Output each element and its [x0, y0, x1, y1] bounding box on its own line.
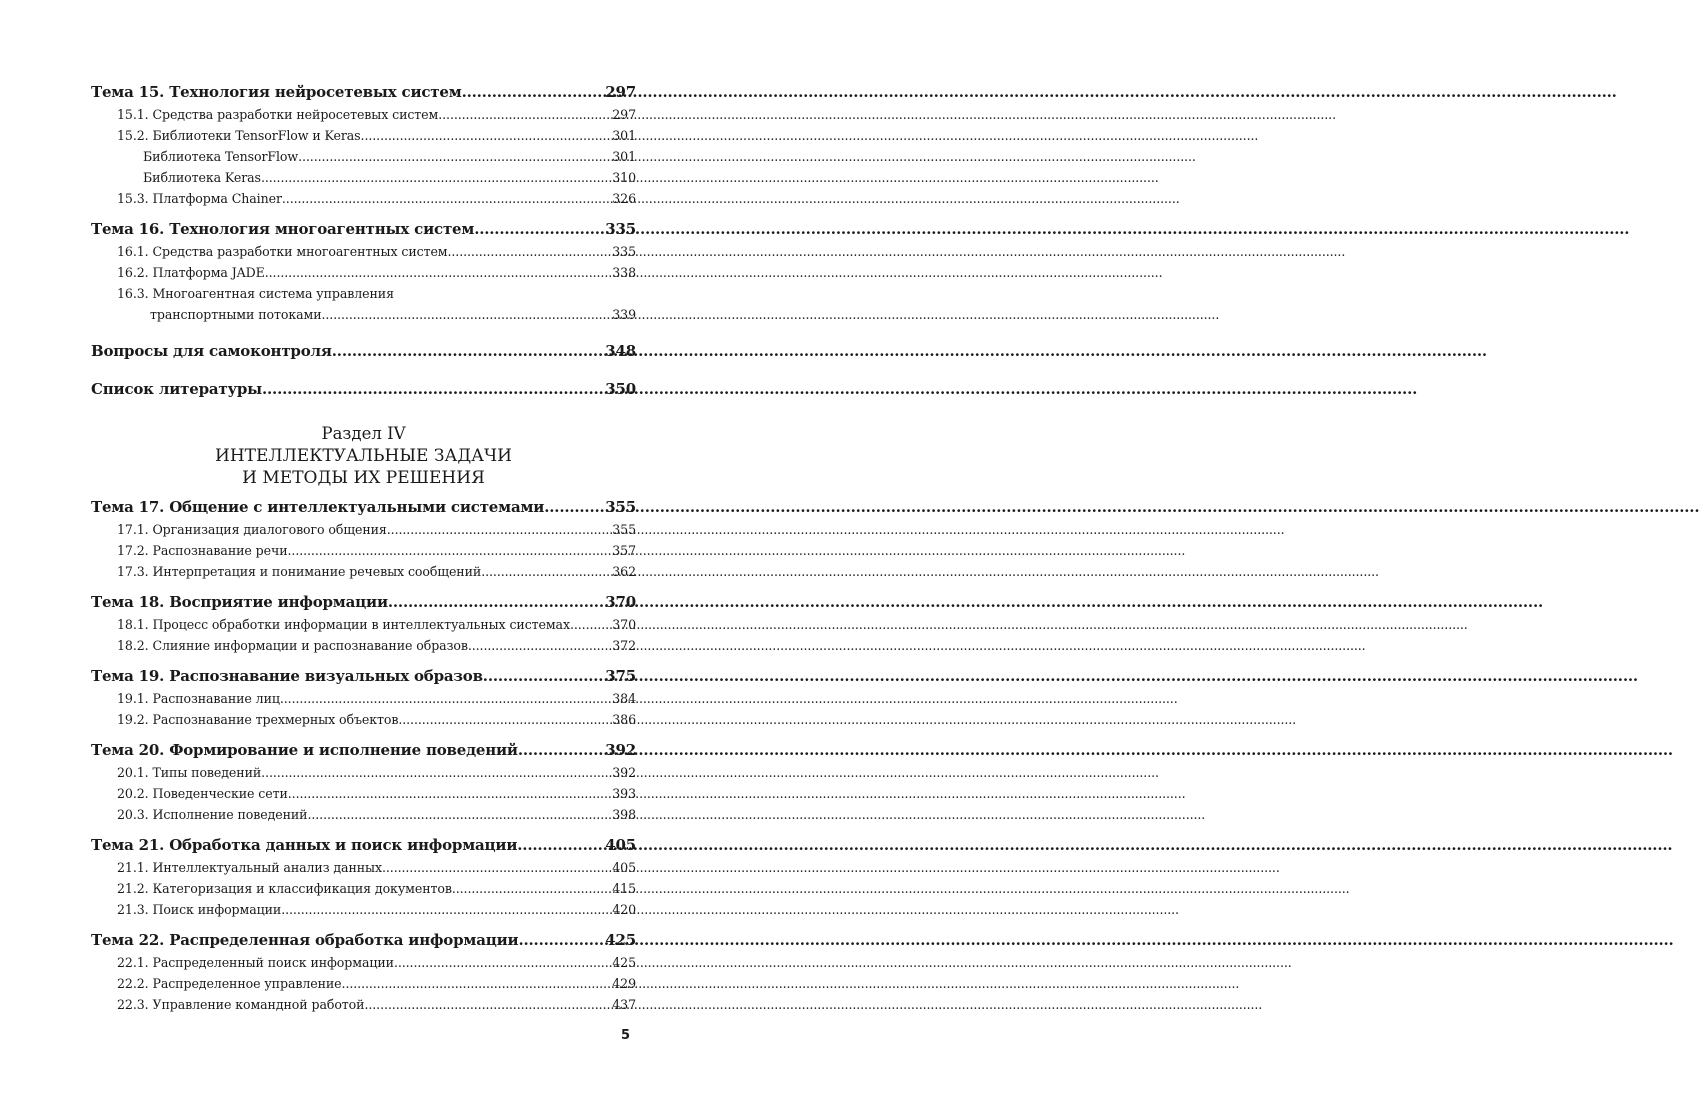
toc-entry-page: 357 — [612, 543, 636, 558]
toc-subsection-entry[interactable] — [91, 878, 636, 899]
section-number: Раздел IV — [321, 424, 406, 443]
dot-leader — [282, 188, 610, 209]
toc-topic-entry[interactable] — [91, 833, 636, 857]
toc-entry-title: 19.2. Распознавание трехмерных объектов — [117, 712, 399, 727]
toc-topic-entry[interactable] — [91, 928, 636, 952]
toc-entry-title: Библиотека TensorFlow — [143, 149, 299, 164]
toc-entry-title: 19.1. Распознавание лиц — [117, 691, 280, 706]
toc-entry-page: 301 — [612, 128, 636, 143]
toc-entry-page: 362 — [612, 564, 636, 579]
toc-entry-title: 21.1. Интеллектуальный анализ данных — [117, 860, 382, 875]
toc-entry-page: 392 — [612, 765, 636, 780]
toc-entry-page: 335 — [612, 244, 636, 259]
toc-entry-title: 15.3. Платформа Chainer — [117, 191, 282, 206]
toc-entry-title: Тема 22. Распределенная обработка информации — [91, 931, 519, 949]
toc-entry-title: 22.1. Распределенный поиск информации — [117, 955, 394, 970]
toc-entry-page: 355 — [605, 498, 636, 516]
toc-entry-page: 393 — [612, 786, 636, 801]
toc-entry-page: 384 — [612, 691, 636, 706]
dot-leader — [452, 878, 610, 899]
toc-entry-page: 338 — [612, 265, 636, 280]
toc-entry-title: Тема 17. Общение с интеллектуальными системами — [91, 498, 545, 516]
toc-entry-title: 20.2. Поведенческие сети — [117, 786, 288, 801]
toc-entry-title: 16.3. Многоагентная система управления — [117, 286, 394, 301]
toc-entry-title: транспортными потоками — [150, 307, 322, 322]
dot-leader — [307, 804, 610, 825]
dot-leader — [518, 738, 603, 762]
toc-entry-title: 16.1. Средства разработки многоагентных систем — [117, 244, 448, 259]
section-heading — [91, 423, 636, 489]
toc-subsection-entry[interactable] — [91, 125, 636, 146]
toc-subsection-entry[interactable] — [91, 283, 636, 304]
toc-subsection-entry[interactable] — [91, 635, 636, 656]
dot-leader — [332, 339, 604, 363]
toc-subsection-entry[interactable] — [91, 540, 636, 561]
toc-entry-page: 297 — [605, 83, 636, 101]
toc-subsection-entry[interactable] — [91, 899, 636, 920]
toc-topic-entry[interactable] — [91, 217, 636, 241]
toc-entry-title: 18.2. Слияние информации и распознавание образов — [117, 638, 468, 653]
section-title-line-1: ИНТЕЛЛЕКТУАЛЬНЫЕ ЗАДАЧИ — [215, 446, 512, 466]
dot-leader — [387, 519, 610, 540]
dot-leader — [518, 928, 603, 952]
toc-entry-title: Тема 21. Обработка данных и поиск информации — [91, 836, 518, 854]
toc-entry-page: 310 — [612, 170, 636, 185]
toc-subsection-entry[interactable] — [91, 994, 636, 1015]
toc-entry-page: 437 — [612, 997, 636, 1012]
toc-entry-title: 22.3. Управление командной работой — [117, 997, 365, 1012]
toc-subsection-entry[interactable] — [91, 104, 636, 125]
toc-subsection-entry[interactable] — [91, 952, 636, 973]
toc-entry-title: Библиотека Keras — [143, 170, 261, 185]
toc-entry-page: 372 — [612, 638, 636, 653]
dot-leader — [298, 146, 610, 167]
page-number: 5 — [621, 1028, 631, 1043]
toc-entry-page: 420 — [612, 902, 636, 917]
toc-entry-page: 326 — [612, 191, 636, 206]
toc-entry-page: 339 — [612, 307, 636, 322]
toc-entry-title: 17.1. Организация диалогового общения — [117, 522, 387, 537]
toc-page — [0, 0, 726, 1115]
dot-leader — [342, 973, 611, 994]
toc-entry-page: 392 — [605, 741, 636, 759]
dot-leader — [570, 614, 610, 635]
toc-entry-page: 425 — [605, 931, 636, 949]
toc-entry-page: 429 — [612, 976, 636, 991]
dot-leader — [483, 664, 603, 688]
dot-leader — [364, 994, 610, 1015]
toc-entry-page: 297 — [612, 107, 636, 122]
dot-leader — [262, 377, 603, 401]
toc-topic-entry[interactable] — [91, 80, 636, 104]
toc-topic-entry[interactable] — [91, 738, 636, 762]
toc-entry-title: 21.3. Поиск информации — [117, 902, 282, 917]
toc-subsection-entry[interactable] — [91, 561, 636, 582]
dot-leader — [438, 104, 610, 125]
toc-entry-page: 405 — [612, 860, 636, 875]
toc-subsection-entry[interactable] — [91, 614, 636, 635]
toc-entry-page: 398 — [612, 807, 636, 822]
toc-entry-page: 415 — [612, 881, 636, 896]
dot-leader — [544, 495, 603, 519]
dot-leader — [280, 688, 610, 709]
toc-entry-title: 15.2. Библиотеки TensorFlow и Keras — [117, 128, 361, 143]
toc-entry-page: 348 — [605, 342, 636, 360]
toc-subsection-entry[interactable] — [91, 262, 636, 283]
toc-subsection-entry[interactable] — [91, 188, 636, 209]
toc-entry-title: 18.1. Процесс обработки информации в интеллектуальных системах — [117, 617, 570, 632]
dot-leader — [361, 125, 611, 146]
toc-entry-title: 16.2. Платформа JADE — [117, 265, 265, 280]
toc-entry-title: 17.3. Интерпретация и понимание речевых сообщений — [117, 564, 482, 579]
toc-entry-page: 425 — [612, 955, 636, 970]
dot-leader — [462, 80, 604, 104]
dot-leader — [388, 590, 603, 614]
toc-subsection-entry[interactable] — [91, 519, 636, 540]
toc-subsection-entry[interactable] — [91, 857, 636, 878]
dot-leader — [448, 241, 611, 262]
toc-entry-page: 301 — [612, 149, 636, 164]
toc-topic-entry[interactable] — [91, 590, 636, 614]
toc-topic-entry[interactable] — [91, 495, 636, 519]
toc-subsection-entry[interactable] — [91, 804, 636, 825]
dot-leader — [517, 833, 603, 857]
dot-leader — [382, 857, 610, 878]
dot-leader — [474, 217, 603, 241]
dot-leader — [468, 635, 610, 656]
toc-subsubsection-entry[interactable] — [91, 167, 636, 188]
dot-leader — [481, 561, 610, 582]
toc-entry-title: 15.1. Средства разработки нейросетевых систем — [117, 107, 439, 122]
toc-subsection-entry[interactable] — [91, 304, 636, 325]
toc-entry-page: 370 — [605, 593, 636, 611]
dot-leader — [288, 540, 611, 561]
toc-subsection-entry[interactable] — [91, 783, 636, 804]
toc-subsection-entry[interactable] — [91, 688, 636, 709]
toc-entry-page: 350 — [605, 380, 636, 398]
toc-entry-page: 355 — [612, 522, 636, 537]
toc-part-2 — [91, 495, 636, 1015]
toc-subsubsection-entry[interactable] — [91, 146, 636, 167]
toc-subsection-entry[interactable] — [91, 762, 636, 783]
toc-topic-entry[interactable] — [91, 664, 636, 688]
toc-entry-title: Список литературы — [91, 380, 263, 398]
dot-leader — [288, 783, 610, 804]
toc-entry-title: 20.1. Типы поведений — [117, 765, 262, 780]
toc-entry-page: 405 — [605, 836, 636, 854]
dot-leader — [322, 304, 611, 325]
toc-entry-title: 21.2. Категоризация и классификация документов — [117, 881, 452, 896]
toc-entry-page: 370 — [612, 617, 636, 632]
toc-subsection-entry[interactable] — [91, 241, 636, 262]
dot-leader — [398, 709, 610, 730]
toc-subsection-entry[interactable] — [91, 973, 636, 994]
toc-major-entry[interactable] — [91, 339, 636, 363]
table-of-contents — [91, 74, 636, 1015]
toc-entry-title: 20.3. Исполнение поведений — [117, 807, 308, 822]
toc-entry-title: Тема 19. Распознавание визуальных образов — [91, 667, 483, 685]
dot-leader — [261, 762, 610, 783]
toc-entry-title: Тема 20. Формирование и исполнение поведений — [91, 741, 518, 759]
toc-entry-title: 17.2. Распознавание речи — [117, 543, 288, 558]
toc-entry-title: Тема 15. Технология нейросетевых систем — [91, 83, 462, 101]
dot-leader — [394, 952, 610, 973]
toc-part-1 — [91, 80, 636, 401]
dot-leader — [261, 167, 610, 188]
toc-entry-title: Тема 16. Технология многоагентных систем — [91, 220, 475, 238]
toc-entry-page: 335 — [605, 220, 636, 238]
dot-leader — [281, 899, 610, 920]
toc-entry-title: Вопросы для самоконтроля — [91, 342, 332, 360]
dot-leader — [265, 262, 611, 283]
toc-entry-page: 386 — [612, 712, 636, 727]
toc-entry-title: 22.2. Распределенное управление — [117, 976, 342, 991]
toc-entry-title: Тема 18. Восприятие информации — [91, 593, 388, 611]
toc-subsection-entry[interactable] — [91, 709, 636, 730]
section-title-line-2: И МЕТОДЫ ИХ РЕШЕНИЯ — [242, 468, 485, 488]
toc-major-entry[interactable] — [91, 377, 636, 401]
toc-entry-page: 375 — [605, 667, 636, 685]
